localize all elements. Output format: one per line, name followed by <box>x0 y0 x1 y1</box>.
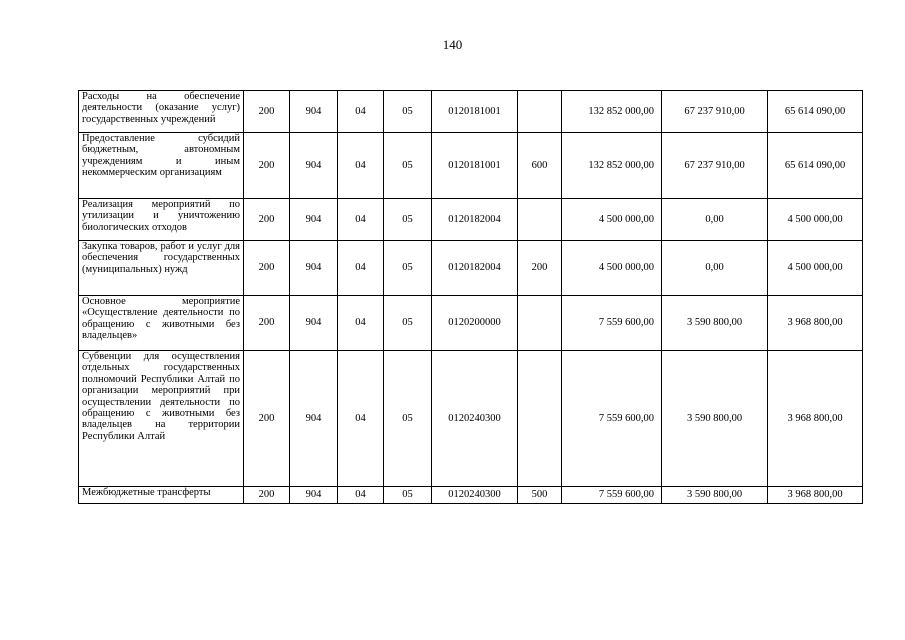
row-col2: 904 <box>290 199 338 241</box>
row-amount-1: 132 852 000,00 <box>562 91 662 133</box>
row-amount-1: 4 500 000,00 <box>562 199 662 241</box>
row-code: 0120181001 <box>432 91 518 133</box>
table-row <box>79 133 863 199</box>
row-amount-1: 7 559 600,00 <box>562 296 662 351</box>
row-amount-1: 7 559 600,00 <box>562 351 662 487</box>
row-type <box>518 91 562 133</box>
row-code: 0120200000 <box>432 296 518 351</box>
page-number: 140 <box>442 37 463 52</box>
row-col1: 200 <box>244 351 290 487</box>
row-col4: 05 <box>384 351 432 487</box>
row-amount-2: 3 590 800,00 <box>662 487 768 504</box>
row-amount-3: 3 968 800,00 <box>768 296 863 351</box>
row-description: Основное мероприятие «Осуществление деятельности по обращению с животными без владельцев» <box>79 296 244 351</box>
row-code: 0120240300 <box>432 351 518 487</box>
row-col3: 04 <box>338 487 384 504</box>
table-row <box>79 199 863 241</box>
row-col1: 200 <box>244 296 290 351</box>
row-amount-2: 3 590 800,00 <box>662 296 768 351</box>
row-description: Закупка товаров, работ и услуг для обеспечения государственных (муниципальных) нужд <box>79 241 244 296</box>
row-col2: 904 <box>290 351 338 487</box>
row-amount-1: 7 559 600,00 <box>562 487 662 504</box>
row-col3: 04 <box>338 351 384 487</box>
row-col3: 04 <box>338 199 384 241</box>
budget-table <box>78 90 863 504</box>
row-amount-2: 67 237 910,00 <box>662 91 768 133</box>
row-col3: 04 <box>338 296 384 351</box>
table-row <box>79 351 863 487</box>
row-col2: 904 <box>290 296 338 351</box>
row-type <box>518 199 562 241</box>
row-col4: 05 <box>384 487 432 504</box>
row-type: 600 <box>518 133 562 199</box>
row-col4: 05 <box>384 91 432 133</box>
row-amount-3: 3 968 800,00 <box>768 487 863 504</box>
row-amount-3: 3 968 800,00 <box>768 351 863 487</box>
row-type: 200 <box>518 241 562 296</box>
row-col4: 05 <box>384 199 432 241</box>
row-description: Субвенции для осуществления отдельных государственных полномочий Республики Алтай по организации мероприятий при осуществлении деятельности по обращению с животными без владельцев на территории Республики Алтай <box>79 351 244 487</box>
row-amount-3: 4 500 000,00 <box>768 199 863 241</box>
row-amount-2: 0,00 <box>662 241 768 296</box>
row-amount-2: 3 590 800,00 <box>662 351 768 487</box>
table-row <box>79 241 863 296</box>
row-amount-3: 65 614 090,00 <box>768 91 863 133</box>
row-type: 500 <box>518 487 562 504</box>
table-row <box>79 487 863 504</box>
table-body <box>79 91 863 504</box>
row-type <box>518 351 562 487</box>
row-col1: 200 <box>244 241 290 296</box>
row-col4: 05 <box>384 296 432 351</box>
table-row <box>79 296 863 351</box>
row-amount-3: 65 614 090,00 <box>768 133 863 199</box>
row-description: Предоставление субсидий бюджетным, автономным учреждениям и иным некоммерческим организациям <box>79 133 244 199</box>
row-code: 0120182004 <box>432 241 518 296</box>
row-col1: 200 <box>244 133 290 199</box>
row-col1: 200 <box>244 199 290 241</box>
row-type <box>518 296 562 351</box>
row-amount-2: 0,00 <box>662 199 768 241</box>
row-description: Реализация мероприятий по утилизации и уничтожению биологических отходов <box>79 199 244 241</box>
row-description: Межбюджетные трансферты <box>79 487 244 504</box>
row-amount-1: 132 852 000,00 <box>562 133 662 199</box>
row-col2: 904 <box>290 133 338 199</box>
row-col3: 04 <box>338 241 384 296</box>
row-code: 0120182004 <box>432 199 518 241</box>
row-code: 0120240300 <box>432 487 518 504</box>
row-col3: 04 <box>338 91 384 133</box>
row-col3: 04 <box>338 133 384 199</box>
row-col1: 200 <box>244 487 290 504</box>
row-col2: 904 <box>290 487 338 504</box>
row-col2: 904 <box>290 241 338 296</box>
row-amount-3: 4 500 000,00 <box>768 241 863 296</box>
row-col4: 05 <box>384 133 432 199</box>
row-amount-1: 4 500 000,00 <box>562 241 662 296</box>
row-code: 0120181001 <box>432 133 518 199</box>
row-col2: 904 <box>290 91 338 133</box>
table-row <box>79 91 863 133</box>
row-description: Расходы на обеспечение деятельности (оказание услуг) государственных учреждений <box>79 91 244 133</box>
row-col4: 05 <box>384 241 432 296</box>
row-col1: 200 <box>244 91 290 133</box>
row-amount-2: 67 237 910,00 <box>662 133 768 199</box>
